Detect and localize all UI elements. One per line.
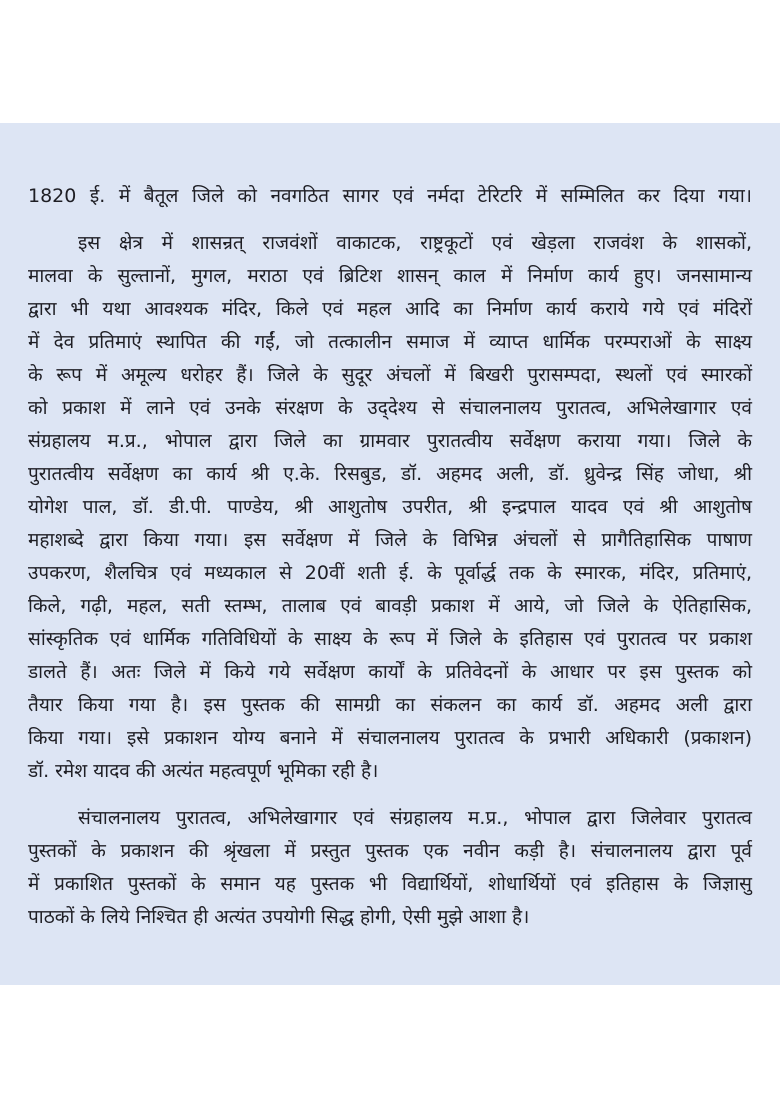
document-page xyxy=(0,123,780,985)
paragraph-2 xyxy=(28,227,752,788)
text-line: में प्रकाशित पुस्तकों के समान यह पुस्तक भी विद्यार्थियों, शोधार्थियों एवं इतिहास के जिज्ञासु xyxy=(28,873,752,895)
document-body xyxy=(28,180,752,948)
text-line: मालवा के सुल्तानों, मुगल, मराठा एवं ब्रिटिश शासन् काल में निर्माण कार्य हुए। जनसामान्य xyxy=(28,265,752,287)
text-line: पुरातत्वीय सर्वेक्षण का कार्य श्री ए.के. रिसबुड, डॉ. अहमद अली, डॉ. ध्रुवेन्द्र सिंह जोधा, श्री xyxy=(28,463,752,485)
text-line: संचालनालय पुरातत्व, अभिलेखागार एवं संग्रहालय म.प्र., भोपाल द्वारा जिलेवार पुरातत्व xyxy=(78,807,752,829)
text-line: किया गया। इसे प्रकाशन योग्य बनाने में संचालनालय पुरातत्व के प्रभारी अधिकारी (प्रकाशन) xyxy=(28,727,752,749)
paragraph-1 xyxy=(28,180,752,213)
text-line: इस क्षेत्र में शासन्रत् राजवंशों वाकाटक, राष्ट्रकूटों एवं खेड़ला राजवंश के शासकों, xyxy=(78,232,752,254)
paragraph-3 xyxy=(28,802,752,934)
text-line: डालते हैं। अतः जिले में किये गये सर्वेक्षण कार्यों के प्रतिवेदनों के आधार पर इस पुस्तक को xyxy=(28,661,752,683)
text-line: पुस्तकों के प्रकाशन की श्रृंखला में प्रस्तुत पुस्तक एक नवीन कड़ी है। संचालनालय द्वारा पूर्व xyxy=(28,840,752,862)
text-line: तैयार किया गया है। इस पुस्तक की सामग्री का संकलन का कार्य डॉ. अहमद अली द्वारा xyxy=(28,694,752,716)
text-line: किले, गढ़ी, महल, सती स्तम्भ, तालाब एवं बावड़ी प्रकाश में आये, जो जिले के ऐतिहासिक, xyxy=(28,595,752,617)
text-line: महाशब्दे द्वारा किया गया। इस सर्वेक्षण में जिले के विभिन्न अंचलों से प्रागैतिहासिक पाषाण xyxy=(28,529,752,551)
text-line: सांस्कृतिक एवं धार्मिक गतिविधियों के साक्ष्य के रूप में जिले के इतिहास एवं पुरातत्व पर प्रकाश xyxy=(28,628,752,650)
text-line: योगेश पाल, डॉ. डी.पी. पाण्डेय, श्री आशुतोष उपरीत, श्री इन्द्रपाल यादव एवं श्री आशुतोष xyxy=(28,496,752,518)
text-line: संग्रहालय म.प्र., भोपाल द्वारा जिले का ग्रामवार पुरातत्वीय सर्वेक्षण कराया गया। जिले के xyxy=(28,430,752,452)
text-line: के रूप में अमूल्य धरोहर हैं। जिले के सुदूर अंचलों में बिखरी पुरासम्पदा, स्थलों एवं स्मारकों xyxy=(28,364,752,386)
text-line: में देव प्रतिमाएं स्थापित की गईं, जो तत्कालीन समाज में व्याप्त धार्मिक परम्पराओं के साक्ष्य xyxy=(28,331,752,353)
text-line: पाठकों के लिये निश्चित ही अत्यंत उपयोगी सिद्ध होगी, ऐसी मुझे आशा है। xyxy=(28,906,530,928)
text-line: 1820 ई. में बैतूल जिले को नवगठित सागर एवं नर्मदा टेरिटरि में सम्मिलित कर दिया गया। xyxy=(28,185,752,207)
text-line: उपकरण, शैलचित्र एवं मध्यकाल से 20वीं शती ई. के पूर्वार्द्ध तक के स्मारक, मंदिर, प्रतिमाएं, xyxy=(28,562,752,584)
text-line: डॉ. रमेश यादव की अत्यंत महत्वपूर्ण भूमिका रही है। xyxy=(28,760,379,782)
text-line: द्वारा भी यथा आवश्यक मंदिर, किले एवं महल आदि का निर्माण कार्य कराये गये एवं मंदिरों xyxy=(28,298,752,320)
text-line: को प्रकाश में लाने एवं उनके संरक्षण के उद्‍देश्य से संचालनालय पुरातत्व, अभिलेखागार एवं xyxy=(28,397,752,419)
